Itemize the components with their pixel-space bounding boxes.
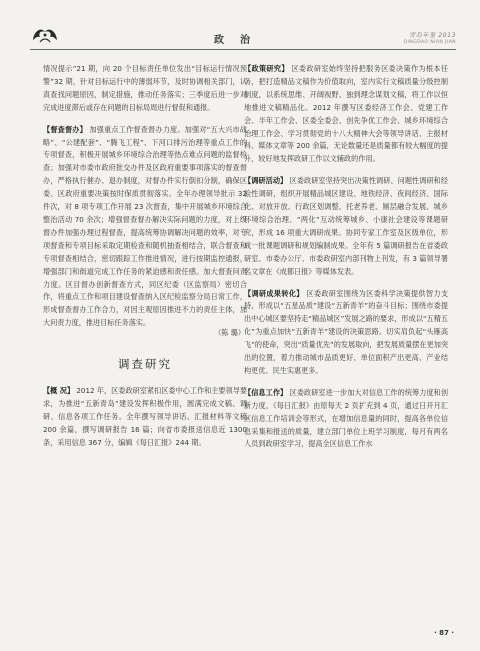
section-title: 政治 (214, 35, 266, 46)
research-paragraph (244, 175, 448, 278)
overview-paragraph (43, 385, 247, 450)
policy-tag: 【政策研究】 (244, 64, 289, 73)
supervision-text: 加强重点工作督查督办力度。加强对“五大兴市战略”、“公建配套”、“腾飞工程”、下河口排污治理等重点工作的专项督查，积极开展城乡环境综合治理等热点难点问题的监督检查；加强对市委市政府批交办件及区政府重要事项落实的督查督办，严格执行催办、退办制度，对督办件实行倒扣分制，确保区委、区政府重要决策按时保质贯彻落实。全年办理领导批示 32 件次，对 8 项专项工作开展 23 次督查，集中开展城乡环境综合整治活动 70 余次；增强督查督办解决实际问题的力度，对上级督办件加强办理过程督查，提高统筹协调解决问题的效率，对专项督查和专项目标采取定期检查和随机抽查相结合，联合督查和专项督查相结合，密切跟踪工作推进情况，进行按期监控通报，增强部门和街道完成工作任务的紧迫感和责任感。加大督查问责力度。区目督办创新督查方式，同区纪委（区监察局）密切合作，将重点工作和项目建设督查纳入区纪检监察分局日常工作，形成督查督办工作合力，对因主观原因推进不力的责任主体，加大问责力度，推进目标任务落实。 (43, 124, 247, 328)
information-paragraph (244, 387, 448, 452)
left-column (43, 63, 247, 458)
research-tag: 【调研活动】 (244, 176, 288, 186)
continued-paragraph: 情况提示”21 期，向 20 个目标责任单位发出“目标运行情况预警”32 期，针对目标运行中的薄弱环节，及时协调相关部门，认真查找问题原因，制定措施，推动任务落实；三季度后进一步对完成进度滞后或存在问题的目标局周进行督促和通报。 (43, 64, 247, 112)
supervision-paragraph (43, 124, 247, 331)
right-column (244, 63, 448, 460)
policy-text: 区委政研室始终坚持把服务区委决策作为根本任务，把打造精品文稿作为价值取向，室内实行文稿质量分级控制制度，以系统思维、开阔视野、独到理念谋划文稿，将工作以恒地推进文稿精品化。2012 年撰写区委经济工作会、党建工作会、半年工作会、区委全委会、创先争优工作会、城乡环境综合治理工作会、学习贯彻党的十八大精神大会等领导讲话、主报材料、媒体文章等 200 余篇，无论数量还是质量都有较大幅度的提升，较好地发挥政研工作以文辅政的作用。 (244, 64, 448, 164)
transformation-tag: 【调研成果转化】 (244, 288, 304, 298)
policy-paragraph (244, 63, 448, 166)
transformation-text: 区委政研室围绕为区委科学决策提供智力支持，形成以“五星品质”建设“五新青羊”的奋斗目标；围绕市委提出中心城区要坚持走“精品城区”发展之路的要求，形成以“五精五化”为重点加快“五新青羊”建设的决策思路。切实肩负起“头雁高飞”的使命，突出“质量优先”的发展取向，把发展质量摆在更加突出的位置，着力推动城市品质更好、单位面积产出更高、产业结构更优、民生实惠更多。 (244, 288, 448, 375)
information-text: 区委政研室进一步加大对信息工作的统筹力度和创新力度，《每日汇报》由原每天 2 页扩充到 4 页，通过日开月汇区信息工作培训会等形式，在增加信息量的同时，提高各单位信息采集和报送的质量，建立部门单位上班学习制度，每月有两名人员到政研室学习，提高全区信息工作水 (244, 387, 448, 449)
page-number: · 87 · (434, 629, 454, 637)
overview-text: 2012 年，区委政研室紧扣区委中心工作和主要领导要求，为推进“五新青岛”建设发挥积极作用，圆满完成文稿、调研、信息各项工作任务。全年撰写领导讲话、汇报材料等文稿 200 余篇，撰写调研报告 16 篇；向省市委报送信息近 1300 条，采用信息 367 分，编辑《每日汇报》244 期。 (43, 385, 247, 447)
transformation-paragraph (244, 288, 448, 378)
research-text: 区委政研室坚持突出决策性调研、问题性调研和经验性调研，组织开展精品城区建设、地铁经济、夜间经济、国际化、对放开放、行政区划调整、托老养老、厕层融合发展、城乡环境综合治理、“两化”互动统筹城乡、小康社会建设等课题研究，形成 16 项重大调研成果。协同专家工作室及区级单位，形成一批课题调研和规划编制成果。全年有 5 篇调研报告在省委政研室、市委办公厅、市委政研室内部刊物上刊发，有 3 篇领导署名文章在《成都日报》等媒体发表。 (244, 176, 448, 276)
yearbook-english-name: QINGDAO NIAN JIAN (403, 40, 456, 45)
yearbook-name: 青岛年鉴 2013 (409, 32, 456, 39)
section-heading: 调查研究 (118, 357, 172, 372)
header-rule (30, 49, 456, 50)
author-signature: （陈 璐） (214, 328, 245, 338)
overview-tag: 【概 况】 (43, 385, 75, 395)
supervision-tag: 【督查督办】 (43, 124, 87, 134)
information-tag: 【信息工作】 (244, 387, 288, 397)
